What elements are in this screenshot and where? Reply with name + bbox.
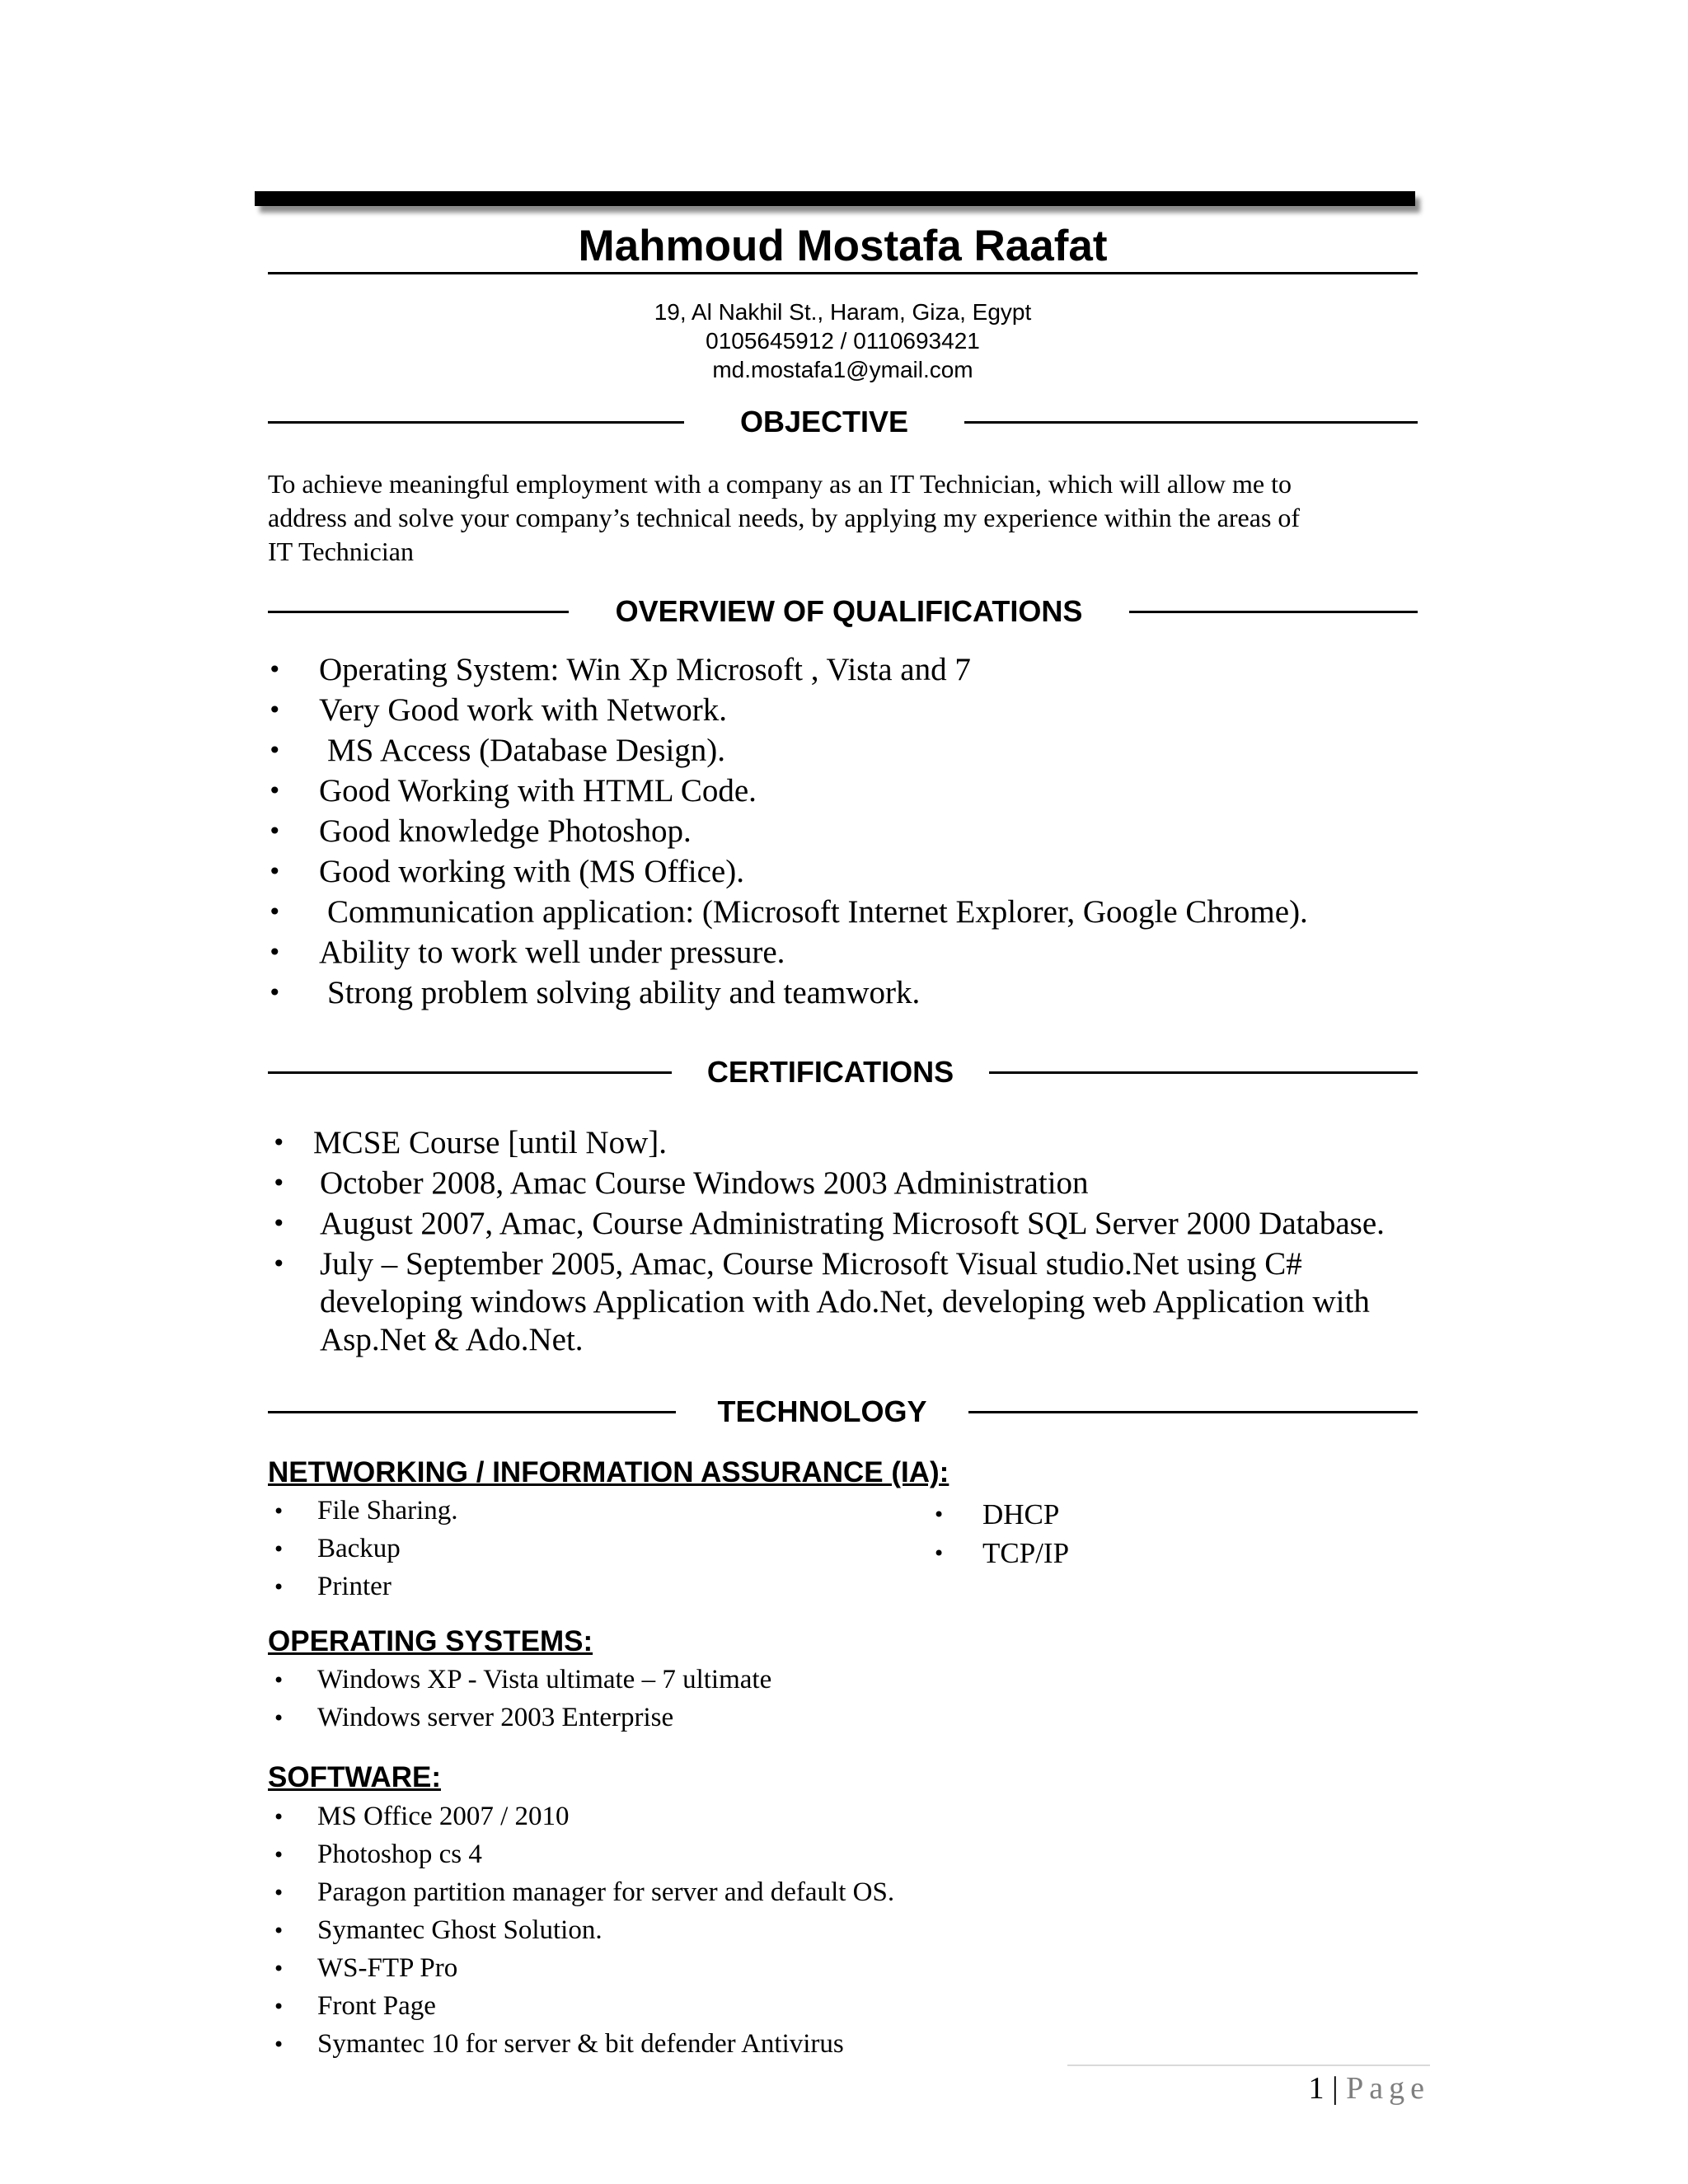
bullet-icon: •: [933, 1542, 945, 1565]
address: 19, Al Nakhil St., Haram, Giza, Egypt: [654, 299, 1032, 325]
objective-text: [268, 467, 1422, 569]
bullet-icon: •: [268, 898, 282, 926]
technology-heading: TECHNOLOGY: [717, 1394, 927, 1428]
objective-rule-right: [964, 421, 1418, 424]
objective-line: address and solve your company’s technical needs, by applying my experience within the areas of: [268, 503, 1301, 532]
bullet-icon: •: [272, 1210, 286, 1237]
bullet-icon: •: [268, 777, 282, 804]
bullet-icon: •: [273, 1806, 285, 1829]
bullet-icon: •: [273, 1538, 285, 1561]
page-footer: [1261, 2070, 1430, 2107]
bullet-icon: •: [268, 696, 282, 724]
bullet-icon: •: [268, 818, 282, 845]
bullet-icon: •: [268, 737, 282, 764]
objective-rule-left: [268, 421, 684, 424]
page-number: 1: [1308, 2071, 1325, 2106]
bullet-icon: •: [268, 979, 282, 1006]
software-list: • MS Office 2007 / 2010 • Photoshop cs 4 • Paragon partition manager for server and default OS. • Symantec Ghost Solution. • WS-FTP Pro • Front Page • Symantec 10 for server & bit defender Antivirus: [273, 1802, 895, 2059]
certifications-rule-left: [268, 1071, 672, 1074]
header-top-bar: [255, 191, 1415, 206]
bullet-icon: •: [273, 2033, 285, 2056]
phone-numbers: 0105645912 / 0110693421: [706, 328, 980, 354]
objective-line: IT Technician: [268, 537, 414, 566]
technology-rule-right: [968, 1411, 1418, 1413]
bullet-icon: •: [273, 1707, 285, 1730]
networking-list-left: • File Sharing. • Backup • Printer: [273, 1496, 458, 1601]
operating-systems-list: • Windows XP - Vista ultimate – 7 ultimate • Windows server 2003 Enterprise: [273, 1665, 772, 1732]
technology-rule-left: [268, 1411, 676, 1413]
footer-rule: [1067, 2064, 1430, 2066]
candidate-name: Mahmoud Mostafa Raafat: [578, 222, 1108, 270]
objective-heading: OBJECTIVE: [739, 405, 909, 438]
bullet-icon: •: [273, 1919, 285, 1943]
bullet-icon: •: [933, 1503, 945, 1526]
operating-systems-heading: OPERATING SYSTEMS:: [268, 1625, 593, 1657]
bullet-icon: •: [273, 1957, 285, 1980]
networking-heading: NETWORKING / INFORMATION ASSURANCE (IA):: [268, 1456, 950, 1488]
bullet-icon: •: [273, 1844, 285, 1867]
qualifications-list: • Operating System: Win Xp Microsoft , Vista and 7 • Very Good work with Network. • MS Access (Database Design). • Good Working with HTML Code. • Good knowledge Photoshop. • Good working with (MS Office). • Communication application: (Microsoft Internet Explorer, Google Chrome). • Ability to work well under pressure. • Strong problem solving ability and teamwork.: [268, 652, 1308, 1010]
page-separator: |: [1332, 2071, 1339, 2106]
bullet-icon: •: [268, 939, 282, 966]
bullet-icon: •: [273, 1576, 285, 1599]
bullet-icon: •: [273, 1995, 285, 2018]
bullet-icon: •: [272, 1169, 286, 1197]
page-label: Page: [1346, 2071, 1430, 2106]
qualifications-heading: OVERVIEW OF QUALIFICATIONS: [615, 594, 1083, 628]
qualifications-rule-right: [1129, 611, 1418, 613]
qualifications-rule-left: [268, 611, 569, 613]
bullet-icon: •: [272, 1129, 286, 1156]
bullet-icon: •: [273, 1669, 285, 1692]
certifications-heading: CERTIFICATIONS: [706, 1055, 954, 1089]
bullet-icon: •: [273, 1500, 285, 1523]
bullet-icon: •: [273, 1882, 285, 1905]
networking-list-right: • DHCP • TCP/IP: [933, 1498, 1070, 1569]
certifications-rule-right: [989, 1071, 1418, 1074]
bullet-icon: •: [268, 858, 282, 885]
bullet-icon: •: [272, 1250, 286, 1277]
email: md.mostafa1@ymail.com: [712, 357, 973, 382]
bullet-icon: •: [268, 656, 282, 683]
certifications-list: • MCSE Course [until Now]. • October 2008, Amac Course Windows 2003 Administration • August 2007, Amac, Course Administrating Microsoft SQL Server 2000 Database. • July – September 2005, Amac, Course Microsoft Visual studio.Net using C# developing windows Application with Ado.Net, developing web Application with Asp.Net & Ado.Net.: [272, 1125, 1385, 1357]
objective-line: To achieve meaningful employment with a company as an IT Technician, which will allow me to: [268, 469, 1292, 499]
name-underline: [268, 272, 1418, 274]
software-heading: SOFTWARE:: [268, 1761, 441, 1793]
